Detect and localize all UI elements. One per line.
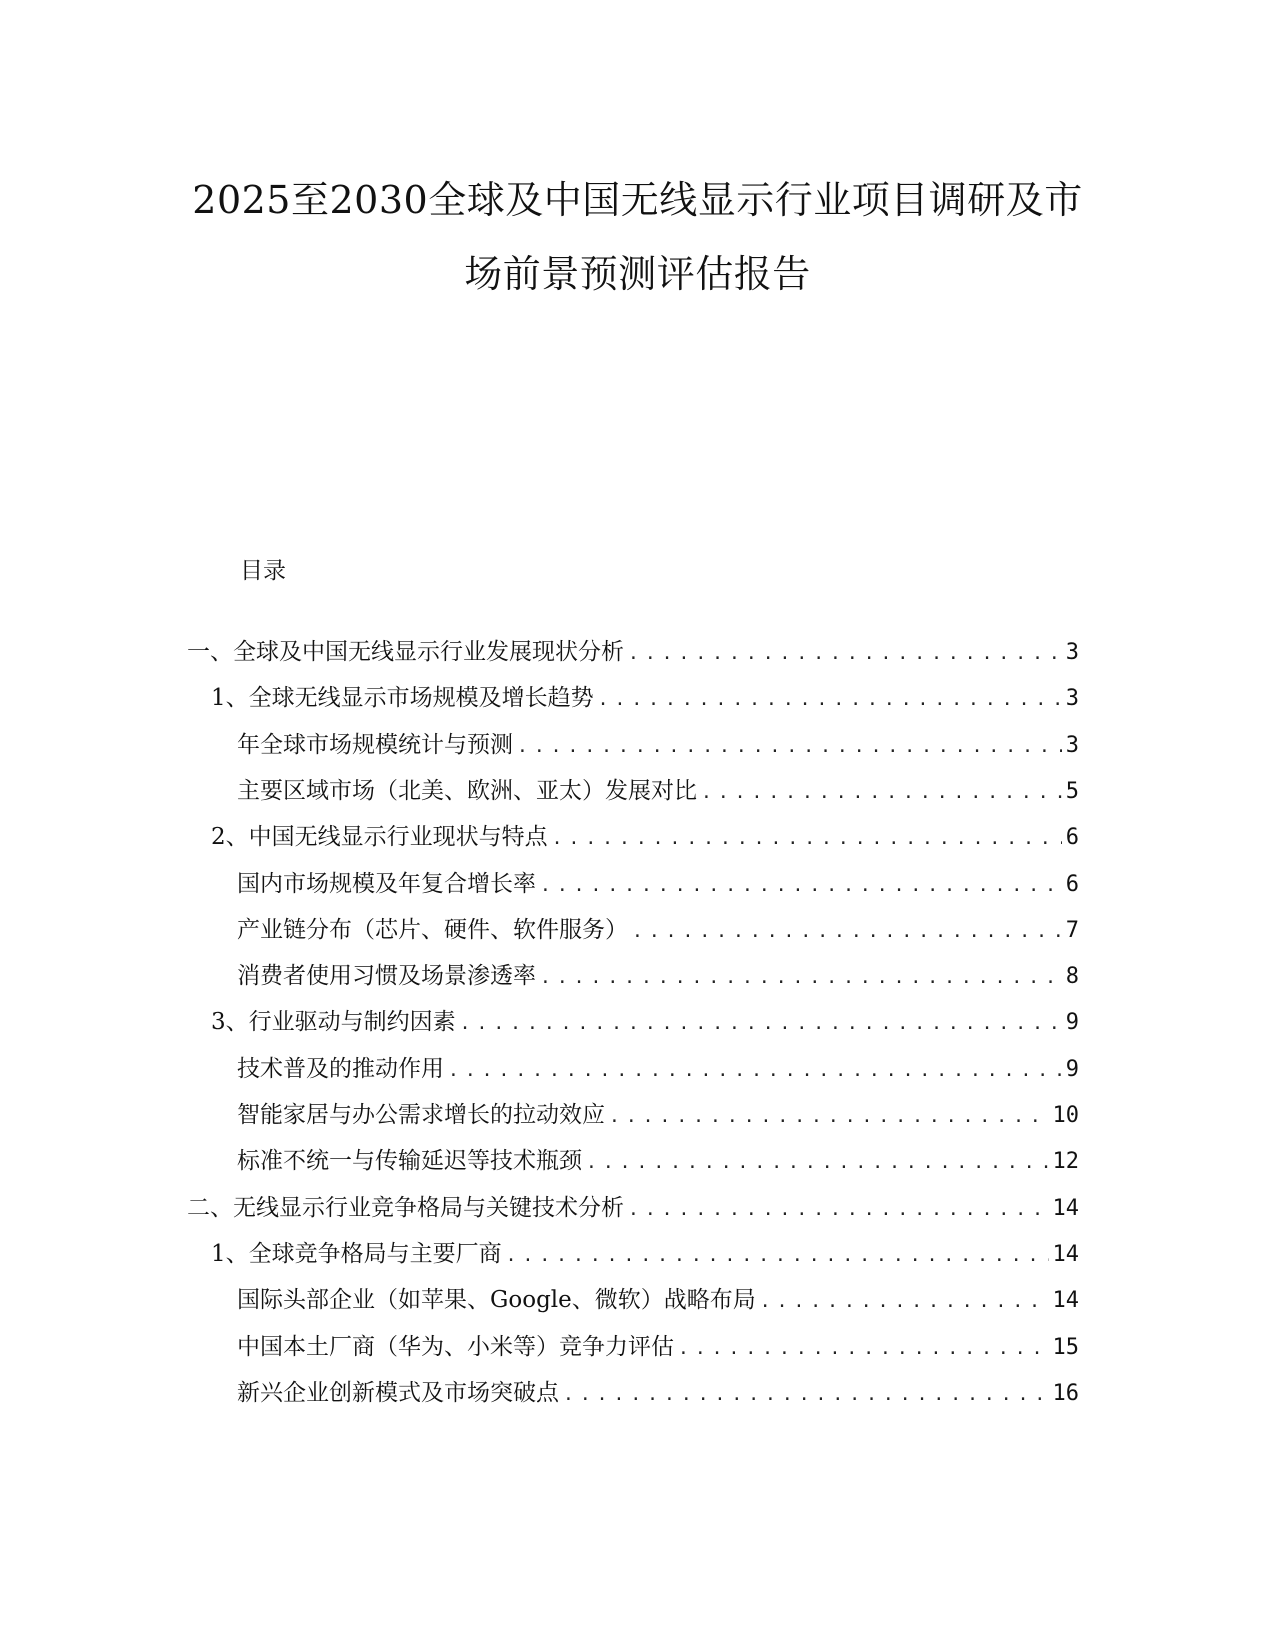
toc-leader-dots [563,1378,1049,1412]
toc-leader-dots [460,1007,1062,1041]
toc-leader-dots [628,1193,1049,1227]
toc-entry[interactable] [211,681,1079,715]
toc-leader-dots [540,961,1062,995]
toc-page-number: 14 [1052,1288,1079,1314]
report-title-line-2: 场前景预测评估报告 [464,252,811,297]
toc-entry-label: 新兴企业创新模式及市场突破点 [237,1379,559,1406]
toc-entry-label: 国际头部企业（如苹果、Google、微软）战略布局 [237,1287,756,1314]
toc-page-number: 6 [1065,825,1079,851]
toc-leader-dots [678,1332,1049,1366]
toc-entry-label: 标准不统一与传输延迟等技术瓶颈 [237,1148,582,1175]
toc-page-number: 10 [1052,1103,1079,1128]
toc-entry[interactable] [211,1237,1079,1271]
toc-entry[interactable] [237,774,1079,808]
toc-page-number: 9 [1065,1010,1079,1036]
toc-entry[interactable] [187,635,1079,669]
toc-page-number: 14 [1052,1241,1079,1267]
toc-entry[interactable] [211,1005,1079,1039]
toc-leader-dots [540,869,1062,903]
toc-entry-label: 二、无线显示行业竞争格局与关键技术分析 [187,1194,624,1221]
toc-page-number: 3 [1065,686,1079,712]
toc-entry-label: 1、全球竞争格局与主要厂商 [211,1240,502,1267]
toc-entry-label: 1、全球无线显示市场规模及增长趋势 [211,685,594,712]
report-title-line-1: 2025至2030全球及中国无线显示行业项目调研及市 [192,178,1083,223]
toc-entry-label: 3、行业驱动与制约因素 [211,1009,456,1036]
toc-leader-dots [598,683,1062,717]
toc-entry[interactable] [237,1144,1079,1178]
toc-page-number: 8 [1065,964,1079,990]
toc-entry-label: 主要区域市场（北美、欧洲、亚太）发展对比 [237,777,697,804]
toc-entry[interactable] [237,1098,1079,1132]
toc-page-number: 3 [1065,732,1079,758]
toc-entry-label: 智能家居与办公需求增长的拉动效应 [237,1102,605,1128]
toc-entry[interactable] [237,867,1079,901]
toc-entry[interactable] [211,820,1079,854]
toc-entry[interactable] [237,913,1079,947]
toc-entry-label: 技术普及的推动作用 [237,1055,444,1082]
toc-entry[interactable] [237,1052,1079,1086]
toc-leader-dots [517,730,1062,764]
toc-page-number: 6 [1065,871,1079,897]
toc-entry-label: 国内市场规模及年复合增长率 [237,870,536,897]
toc-entry-label: 中国本土厂商（华为、小米等）竞争力评估 [237,1333,674,1360]
toc-page-number: 3 [1065,640,1079,665]
toc-page-number: 7 [1065,917,1079,943]
toc-page-number: 5 [1065,778,1079,804]
toc-leader-dots [506,1239,1049,1273]
toc-leader-dots [760,1285,1049,1319]
toc-entry[interactable] [237,1283,1079,1317]
toc-entry-label: 消费者使用习惯及场景渗透率 [237,963,536,990]
toc-leader-dots [632,915,1062,949]
toc-leader-dots [609,1100,1049,1134]
toc-heading: 目录 [240,558,286,584]
toc-page-number: 14 [1052,1195,1079,1221]
toc-leader-dots [701,776,1062,810]
toc-entry[interactable] [237,959,1079,993]
toc-entry-label: 产业链分布（芯片、硬件、软件服务） [237,916,628,943]
toc-leader-dots [448,1054,1062,1088]
toc-page-number: 15 [1052,1334,1079,1360]
toc-leader-dots [552,822,1062,856]
toc-entry-label: 年全球市场规模统计与预测 [237,731,513,758]
toc-page-number: 9 [1065,1056,1079,1082]
toc-page-number: 12 [1052,1149,1079,1175]
toc-entry[interactable] [237,1330,1079,1364]
toc-entry[interactable] [237,1376,1079,1410]
report-title [160,163,1115,311]
toc-leader-dots [586,1146,1049,1180]
toc-entry[interactable] [237,728,1079,762]
toc-page-number: 16 [1052,1380,1079,1406]
toc-entry-label: 2、中国无线显示行业现状与特点 [211,824,548,851]
toc-entry[interactable] [187,1191,1079,1225]
toc-entry-label: 一、全球及中国无线显示行业发展现状分析 [187,639,624,665]
toc-leader-dots [628,637,1062,671]
